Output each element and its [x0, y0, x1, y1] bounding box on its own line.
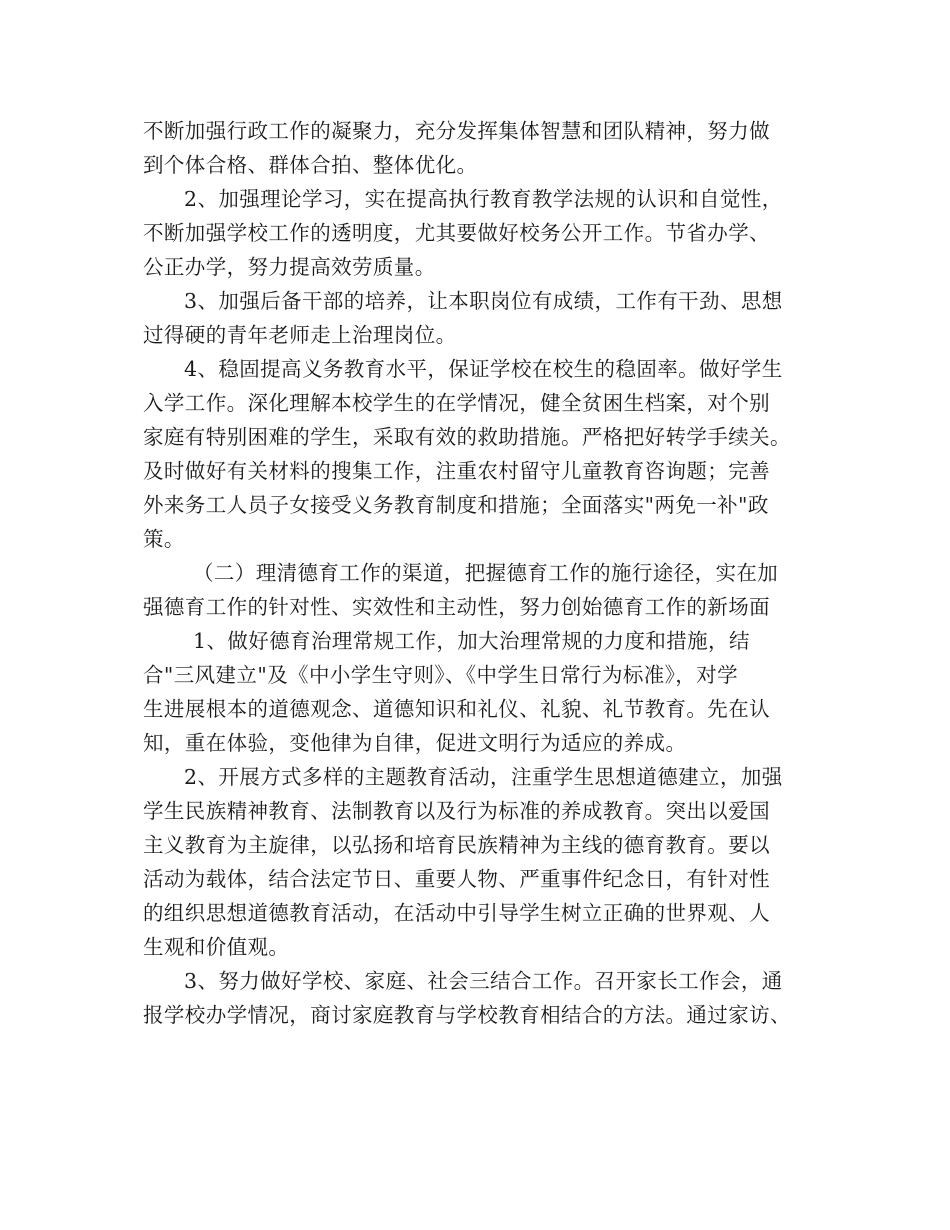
- text-line: 公正办学，努力提高效劳质量。: [143, 255, 436, 279]
- text-line: 3、努力做好学校、家庭、社会三结合工作。召开家长工作会，通: [184, 969, 783, 993]
- text-line: 不断加强学校工作的透明度，尤其要做好校务公开工作。节省办学、: [143, 221, 770, 245]
- text-line: 活动为载体，结合法定节日、重要人物、严重事件纪念日，有针对性: [143, 867, 770, 891]
- text-line: 及时做好有关材料的搜集工作，注重农村留守儿童教育咨询题；完善: [143, 459, 770, 483]
- text-line: 家庭有特别困难的学生，采取有效的救助措施。严格把好转学手续关。: [143, 425, 791, 449]
- text-line: 强德育工作的针对性、实效性和主动性，努力创始德育工作的新场面: [143, 595, 770, 619]
- text-line: 学生民族精神教育、法制教育以及行为标准的养成教育。突出以爱国: [143, 799, 770, 823]
- text-line: 策。: [143, 527, 185, 551]
- paragraph-1: [143, 114, 823, 182]
- paragraph-6: [143, 624, 823, 760]
- text-line: 不断加强行政工作的凝聚力，充分发挥集体智慧和团队精神，努力做: [143, 119, 770, 143]
- paragraph-3: [143, 284, 823, 352]
- text-line: 合"三风建立"及《中小学生守则》、《中学生日常行为标准》，对学: [143, 663, 739, 687]
- text-line: 入学工作。深化理解本校学生的在学情况，健全贫困生档案，对个别: [143, 391, 770, 415]
- text-line: 2、加强理论学习，实在提高执行教育教学法规的认识和自觉性，: [184, 187, 783, 211]
- text-line: 1、做好德育治理常规工作，加大治理常规的力度和措施，结: [193, 629, 750, 653]
- paragraph-7: [143, 760, 823, 964]
- text-line: 2、开展方式多样的主题教育活动，注重学生思想道德建立，加强: [184, 765, 783, 789]
- text-line: 报学校办学情况，商讨家庭教育与学校教育相结合的方法。通过家访、: [143, 1003, 791, 1027]
- section-heading-2: [143, 556, 823, 624]
- text-line: 4、稳固提高义务教育水平，保证学校在校生的稳固率。做好学生: [184, 357, 783, 381]
- paragraph-8: [143, 964, 823, 1032]
- text-line: 到个体合格、群体合拍、整体优化。: [143, 153, 478, 177]
- text-line: 主义教育为主旋律，以弘扬和培育民族精神为主线的德育教育。要以: [143, 833, 770, 857]
- paragraph-2: [143, 182, 823, 284]
- text-line: 3、加强后备干部的培养，让本职岗位有成绩，工作有干劲、思想: [184, 289, 783, 313]
- document-body: [143, 114, 823, 1032]
- text-line: （二）理清德育工作的渠道，把握德育工作的施行途径，实在加: [193, 561, 779, 585]
- text-line: 生观和价值观。: [143, 935, 290, 959]
- text-line: 生进展根本的道德观念、道德知识和礼仪、礼貌、礼节教育。先在认: [143, 697, 770, 721]
- text-line: 过得硬的青年老师走上治理岗位。: [143, 323, 457, 347]
- text-line: 知，重在体验，变他律为自律，促进文明行为适应的养成。: [143, 731, 687, 755]
- text-line: 外来务工人员子女接受义务教育制度和措施；全面落实"两免一补"政: [143, 493, 769, 517]
- paragraph-4: [143, 352, 823, 556]
- text-line: 的组织思想道德教育活动，在活动中引导学生树立正确的世界观、人: [143, 901, 770, 925]
